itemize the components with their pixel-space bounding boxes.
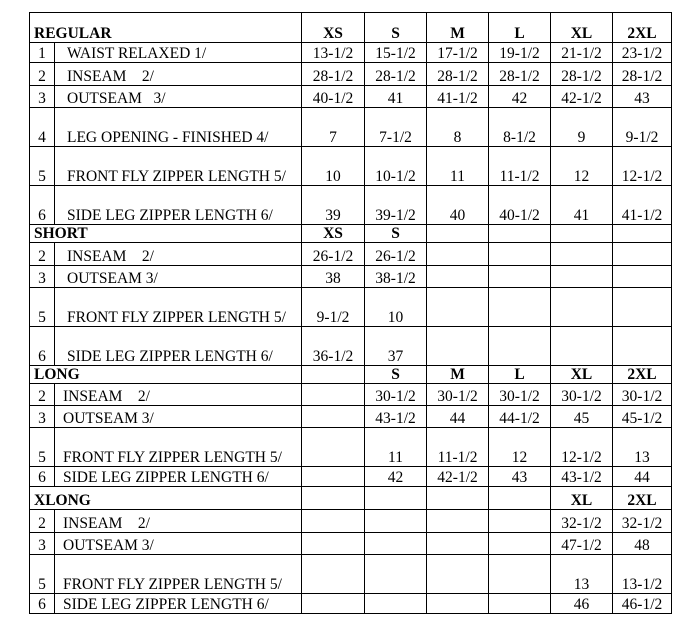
measurement-row	[30, 406, 672, 428]
size-header: 2XL	[613, 13, 672, 43]
row-number: 2	[30, 384, 55, 406]
measurement-value: 9-1/2	[302, 288, 365, 327]
measurement-value: 7	[302, 108, 365, 147]
measurement-value: 43	[489, 467, 551, 487]
size-header	[551, 225, 613, 243]
measurement-value	[302, 510, 365, 533]
measurement-value	[427, 243, 489, 266]
row-number: 5	[30, 147, 55, 186]
measurement-value: 13-1/2	[613, 555, 672, 594]
measurement-value: 42-1/2	[427, 467, 489, 487]
measurement-value: 41	[551, 186, 613, 225]
measurement-value: 41-1/2	[613, 186, 672, 225]
measurement-value: 43-1/2	[551, 467, 613, 487]
measurement-description: SIDE LEG ZIPPER LENGTH 6/	[55, 327, 302, 366]
row-number: 5	[30, 288, 55, 327]
measurement-value: 8	[427, 108, 489, 147]
measurement-row	[30, 186, 672, 225]
measurement-value: 42-1/2	[551, 86, 613, 108]
measurement-row	[30, 510, 672, 533]
measurement-row	[30, 384, 672, 406]
row-number: 3	[30, 406, 55, 428]
measurement-value: 30-1/2	[551, 384, 613, 406]
measurement-description: INSEAM 2/	[55, 243, 302, 266]
size-header	[489, 487, 551, 510]
measurement-value	[613, 243, 672, 266]
measurement-value	[489, 288, 551, 327]
row-number: 1	[30, 43, 55, 63]
measurement-value: 39-1/2	[365, 186, 427, 225]
measurement-row	[30, 533, 672, 555]
section-title: REGULAR	[30, 13, 302, 43]
measurement-description: INSEAM 2/	[55, 384, 302, 406]
size-header	[365, 487, 427, 510]
section-title: SHORT	[30, 225, 302, 243]
measurement-value: 26-1/2	[302, 243, 365, 266]
measurement-value	[302, 406, 365, 428]
row-number: 3	[30, 86, 55, 108]
measurement-value	[427, 510, 489, 533]
measurement-description: SIDE LEG ZIPPER LENGTH 6/	[55, 594, 302, 614]
measurement-value: 7-1/2	[365, 108, 427, 147]
measurement-value	[302, 594, 365, 614]
measurement-value: 44-1/2	[489, 406, 551, 428]
measurement-row	[30, 108, 672, 147]
measurement-value	[613, 266, 672, 288]
measurement-value: 40	[427, 186, 489, 225]
measurement-value: 37	[365, 327, 427, 366]
size-header	[302, 366, 365, 384]
measurement-description: SIDE LEG ZIPPER LENGTH 6/	[55, 186, 302, 225]
measurement-value: 12-1/2	[613, 147, 672, 186]
measurement-value	[427, 288, 489, 327]
measurement-value: 10	[302, 147, 365, 186]
measurement-value: 43	[613, 86, 672, 108]
measurement-value: 9	[551, 108, 613, 147]
measurement-value: 42	[365, 467, 427, 487]
row-number: 6	[30, 594, 55, 614]
row-number: 5	[30, 428, 55, 467]
measurement-value: 28-1/2	[489, 63, 551, 86]
row-number: 6	[30, 467, 55, 487]
measurement-value	[302, 467, 365, 487]
measurement-value	[489, 594, 551, 614]
measurement-value: 41	[365, 86, 427, 108]
measurement-value	[489, 243, 551, 266]
size-header: 2XL	[613, 366, 672, 384]
size-header: S	[365, 225, 427, 243]
measurement-row	[30, 555, 672, 594]
section-title: XLONG	[30, 487, 302, 510]
measurement-value: 11	[427, 147, 489, 186]
measurement-value: 40-1/2	[489, 186, 551, 225]
measurement-value: 30-1/2	[365, 384, 427, 406]
measurement-value: 8-1/2	[489, 108, 551, 147]
measurement-description: OUTSEAM 3/	[55, 266, 302, 288]
measurement-value: 48	[613, 533, 672, 555]
measurement-value: 46-1/2	[613, 594, 672, 614]
measurement-value	[365, 533, 427, 555]
size-header: XS	[302, 13, 365, 43]
section-header-row	[30, 225, 672, 243]
measurement-value: 41-1/2	[427, 86, 489, 108]
measurement-value: 19-1/2	[489, 43, 551, 63]
measurement-value	[427, 266, 489, 288]
measurement-value: 44	[613, 467, 672, 487]
size-header	[427, 487, 489, 510]
measurement-value: 28-1/2	[551, 63, 613, 86]
measurement-value: 28-1/2	[302, 63, 365, 86]
measurement-value: 21-1/2	[551, 43, 613, 63]
size-header: L	[489, 366, 551, 384]
measurement-value	[427, 533, 489, 555]
size-header: S	[365, 366, 427, 384]
measurement-value	[613, 288, 672, 327]
size-header: M	[427, 13, 489, 43]
measurement-row	[30, 243, 672, 266]
size-header: XS	[302, 225, 365, 243]
measurement-value	[427, 555, 489, 594]
measurement-description: OUTSEAM 3/	[55, 86, 302, 108]
row-number: 5	[30, 555, 55, 594]
measurement-value: 32-1/2	[551, 510, 613, 533]
measurement-row	[30, 288, 672, 327]
row-number: 6	[30, 186, 55, 225]
measurement-value: 38-1/2	[365, 266, 427, 288]
size-header: XL	[551, 487, 613, 510]
measurement-value: 10	[365, 288, 427, 327]
size-header	[302, 487, 365, 510]
measurement-value: 28-1/2	[427, 63, 489, 86]
measurement-value: 36-1/2	[302, 327, 365, 366]
size-header	[427, 225, 489, 243]
section-header-row	[30, 13, 672, 43]
measurement-value: 38	[302, 266, 365, 288]
measurement-value: 30-1/2	[489, 384, 551, 406]
measurement-value	[365, 555, 427, 594]
measurement-value: 13-1/2	[302, 43, 365, 63]
section-header-row	[30, 487, 672, 510]
size-spec-table	[29, 12, 672, 614]
measurement-value	[551, 327, 613, 366]
section-title: LONG	[30, 366, 302, 384]
measurement-value: 39	[302, 186, 365, 225]
measurement-value	[365, 510, 427, 533]
measurement-value	[551, 288, 613, 327]
measurement-description: INSEAM 2/	[55, 63, 302, 86]
measurement-value: 30-1/2	[427, 384, 489, 406]
row-number: 6	[30, 327, 55, 366]
measurement-value	[302, 384, 365, 406]
measurement-value: 46	[551, 594, 613, 614]
measurement-row	[30, 43, 672, 63]
row-number: 2	[30, 243, 55, 266]
measurement-value: 42	[489, 86, 551, 108]
measurement-value: 13	[613, 428, 672, 467]
measurement-description: OUTSEAM 3/	[55, 406, 302, 428]
measurement-row	[30, 327, 672, 366]
measurement-description: LEG OPENING - FINISHED 4/	[55, 108, 302, 147]
measurement-value: 12-1/2	[551, 428, 613, 467]
measurement-value: 45	[551, 406, 613, 428]
measurement-value: 13	[551, 555, 613, 594]
measurement-value	[302, 555, 365, 594]
measurement-value: 47-1/2	[551, 533, 613, 555]
measurement-value: 12	[489, 428, 551, 467]
measurement-value: 17-1/2	[427, 43, 489, 63]
measurement-value	[427, 327, 489, 366]
measurement-description: FRONT FLY ZIPPER LENGTH 5/	[55, 555, 302, 594]
row-number: 2	[30, 63, 55, 86]
measurement-row	[30, 266, 672, 288]
measurement-value	[489, 327, 551, 366]
size-header: XL	[551, 366, 613, 384]
measurement-description: SIDE LEG ZIPPER LENGTH 6/	[55, 467, 302, 487]
measurement-value: 40-1/2	[302, 86, 365, 108]
measurement-value	[489, 266, 551, 288]
measurement-value	[302, 428, 365, 467]
measurement-value: 23-1/2	[613, 43, 672, 63]
measurement-value: 11-1/2	[489, 147, 551, 186]
measurement-value: 45-1/2	[613, 406, 672, 428]
size-header	[613, 225, 672, 243]
size-header: 2XL	[613, 487, 672, 510]
measurement-description: OUTSEAM 3/	[55, 533, 302, 555]
measurement-value	[551, 243, 613, 266]
size-header: S	[365, 13, 427, 43]
measurement-value	[489, 510, 551, 533]
measurement-description: INSEAM 2/	[55, 510, 302, 533]
measurement-value: 10-1/2	[365, 147, 427, 186]
measurement-value: 32-1/2	[613, 510, 672, 533]
size-header	[489, 225, 551, 243]
measurement-value	[365, 594, 427, 614]
row-number: 2	[30, 510, 55, 533]
measurement-value	[551, 266, 613, 288]
measurement-value: 30-1/2	[613, 384, 672, 406]
measurement-value	[302, 533, 365, 555]
measurement-row	[30, 428, 672, 467]
row-number: 3	[30, 533, 55, 555]
measurement-value: 28-1/2	[365, 63, 427, 86]
measurement-value	[489, 555, 551, 594]
measurement-row	[30, 63, 672, 86]
measurement-value: 44	[427, 406, 489, 428]
measurement-row	[30, 147, 672, 186]
measurement-row	[30, 86, 672, 108]
size-header: M	[427, 366, 489, 384]
measurement-value: 43-1/2	[365, 406, 427, 428]
measurement-value: 11	[365, 428, 427, 467]
measurement-description: FRONT FLY ZIPPER LENGTH 5/	[55, 288, 302, 327]
measurement-row	[30, 467, 672, 487]
measurement-value: 11-1/2	[427, 428, 489, 467]
measurement-description: WAIST RELAXED 1/	[55, 43, 302, 63]
measurement-value: 15-1/2	[365, 43, 427, 63]
section-header-row	[30, 366, 672, 384]
measurement-value	[489, 533, 551, 555]
measurement-value: 12	[551, 147, 613, 186]
measurement-value: 26-1/2	[365, 243, 427, 266]
row-number: 4	[30, 108, 55, 147]
measurement-value: 9-1/2	[613, 108, 672, 147]
measurement-description: FRONT FLY ZIPPER LENGTH 5/	[55, 147, 302, 186]
measurement-value: 28-1/2	[613, 63, 672, 86]
size-header: L	[489, 13, 551, 43]
size-header: XL	[551, 13, 613, 43]
measurement-value	[613, 327, 672, 366]
measurement-row	[30, 594, 672, 614]
measurement-description: FRONT FLY ZIPPER LENGTH 5/	[55, 428, 302, 467]
measurement-value	[427, 594, 489, 614]
row-number: 3	[30, 266, 55, 288]
